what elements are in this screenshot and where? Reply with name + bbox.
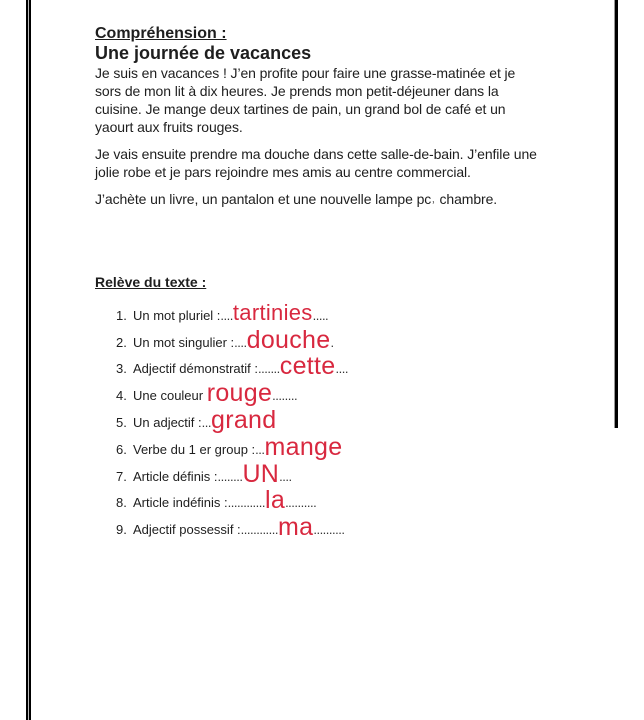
text-heading: Une journée de vacances [95,43,312,63]
dotted-leader: .... [234,334,247,350]
dotted-leader: ............ [227,495,265,511]
handwritten-answer[interactable]: douche [246,325,331,354]
dotted-leader: ... [201,414,211,430]
dotted-leader: ........ [272,388,298,404]
item-label: Adjectif possessif : [133,522,241,538]
handwritten-answer[interactable]: rouge [206,379,273,408]
handwritten-answer[interactable]: cette [279,352,336,381]
page-border-right [614,0,618,428]
item-label: Un mot singulier : [133,334,235,350]
section-title: Relève du texte : [95,274,207,290]
item-label: Un mot pluriel : [133,307,221,323]
item-number: 3. [116,361,127,377]
list-item [116,350,556,381]
dotted-leader: ... [255,441,265,457]
list-item [116,403,556,434]
item-label: Un adjectif : [133,414,202,430]
list-item [116,296,556,323]
dotted-leader: .......... [313,522,345,538]
handwritten-answer[interactable]: grand [211,405,277,434]
worksheet-body [95,24,545,217]
paragraph-3: J’achète un livre, un pantalon et une nouvelle lampe pc˒ chambre. [95,191,498,207]
dotted-leader: .... [220,307,233,323]
paragraph-1: Je suis en vacances ! J’en profite pour faire une grasse-matinée et je sors de mon lit à dix heures. Je prends mon petit-déjeuner dans la cuisine. Je mange deux tartines de pain, un grand bol de café et un yaourt aux fruits rouges. [95,65,516,135]
handwritten-answer[interactable]: tartinies [232,299,313,325]
item-number: 4. [116,388,127,404]
item-number: 5. [116,414,127,430]
dotted-leader: ............ [240,522,278,538]
item-label: Verbe du 1 er group : [133,441,256,457]
handwritten-answer[interactable]: UN [242,459,280,488]
dotted-leader: ........ [217,468,243,484]
item-number: 8. [116,495,127,511]
handwritten-answer[interactable]: la [265,486,286,515]
worksheet-title: Compréhension : [95,25,227,42]
list-item [116,484,556,515]
item-number: 6. [116,441,127,457]
item-label: Une couleur [133,388,207,404]
dotted-leader: . [330,334,334,350]
dotted-leader: .... [279,468,292,484]
handwritten-answer[interactable]: mange [264,432,343,461]
handwritten-answer[interactable]: ma [278,513,314,542]
list-item [116,323,556,354]
item-label: Article indéfinis : [133,495,228,511]
item-number: 1. [116,307,127,323]
paragraph-2: Je vais ensuite prendre ma douche dans cette salle-de-bain. J’enfile une jolie robe et je pars rejoindre mes amis au centre commercial. [95,146,537,180]
item-label: Article définis : [133,468,218,484]
item-number: 7. [116,468,127,484]
exercise-list [116,296,556,542]
item-label: Adjectif démonstratif : [133,361,258,377]
item-number: 2. [116,334,127,350]
dotted-leader: .... [335,361,348,377]
list-item [116,457,556,488]
page-border-left [26,0,28,720]
list-item [116,430,556,461]
list-item [116,376,556,408]
dotted-leader: ....... [258,361,280,377]
list-item [116,510,556,542]
item-number: 9. [116,522,127,538]
dotted-leader: ..... [312,307,329,323]
dotted-leader: .......... [285,495,317,511]
